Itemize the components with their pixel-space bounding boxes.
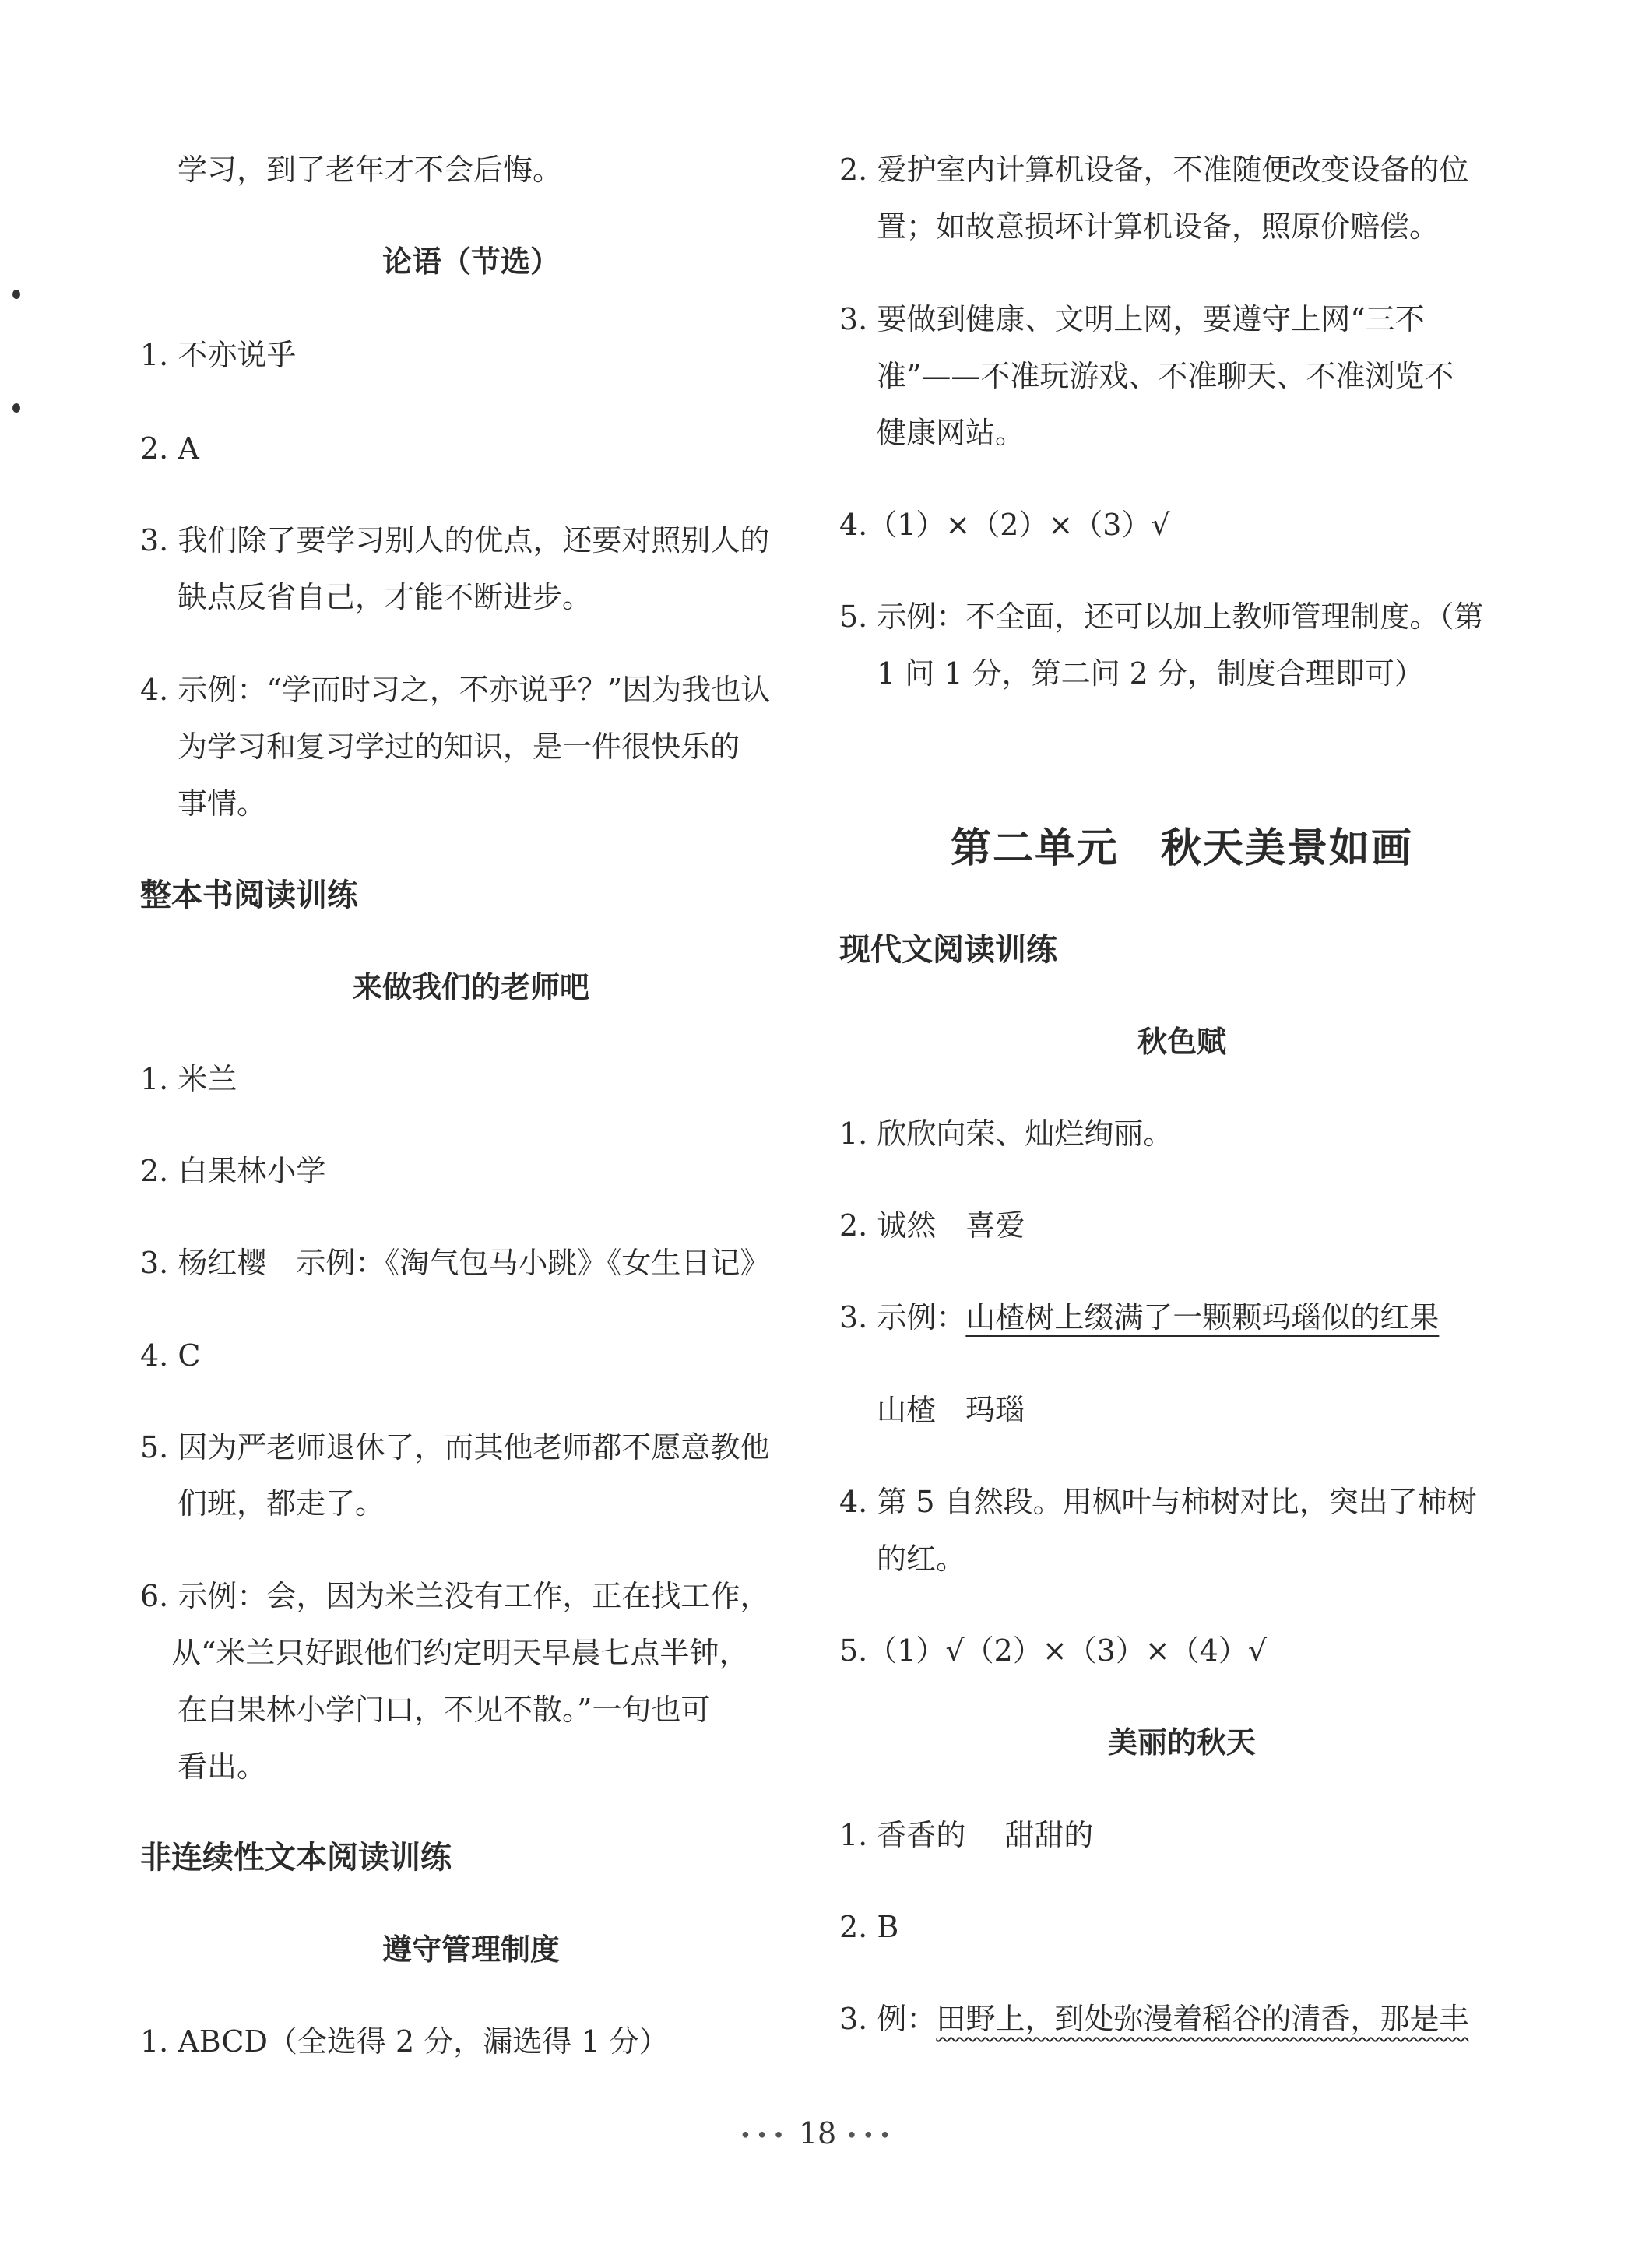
answer-item: 1. 香香的 甜甜的 bbox=[839, 1818, 1094, 1852]
beautiful-autumn-title: 美丽的秋天 bbox=[1107, 1725, 1256, 1760]
section-heading-noncontinuous: 非连续性文本阅读训练 bbox=[140, 1840, 452, 1876]
answer-item-cont: 为学习和复习学过的知识，是一件很快乐的 bbox=[178, 730, 740, 764]
answer-item: 4. 示例：“学而时习之，不亦说乎？”因为我也认 bbox=[140, 673, 771, 707]
answer-item-cont: 看出。 bbox=[178, 1749, 267, 1784]
answer-item: 4.（1）×（2）×（3）√ bbox=[839, 508, 1170, 542]
answer-item: 2. 诚然 喜爱 bbox=[839, 1208, 1025, 1243]
answer-item-cont: 缺点反省自己，才能不断进步。 bbox=[178, 580, 592, 614]
answer-item: 4. C bbox=[140, 1338, 201, 1373]
answer-item: 1. 米兰 bbox=[140, 1062, 237, 1096]
answer-item: 5. 因为严老师退休了，而其他老师都不愿意教他 bbox=[140, 1430, 770, 1465]
margin-dot bbox=[12, 403, 20, 413]
answer-item bbox=[839, 1299, 1439, 1336]
answer-item-cont: 在白果林小学门口，不见不散。”一句也可 bbox=[178, 1693, 711, 1727]
answer-item: 5. 示例：不全面，还可以加上教师管理制度。（第 bbox=[839, 600, 1484, 634]
answer-item bbox=[839, 2000, 1468, 2038]
answer-item-cont: 事情。 bbox=[178, 786, 267, 821]
answer-item: 6. 示例：会，因为米兰没有工作，正在找工作， bbox=[140, 1579, 770, 1613]
answer-item: 1. 欣欣向荣、灿烂绚丽。 bbox=[839, 1116, 1173, 1151]
continued-text: 学习，到了老年才不会后悔。 bbox=[178, 153, 563, 187]
answer-prefix: 3. 示例： bbox=[839, 1300, 966, 1334]
margin-dot bbox=[12, 290, 20, 299]
answer-item: 2. B bbox=[839, 1910, 899, 1944]
answer-item-cont: 健康网站。 bbox=[877, 416, 1025, 450]
answer-item: 2. 白果林小学 bbox=[140, 1154, 326, 1188]
answer-item: 3. 我们除了要学习别人的优点，还要对照别人的 bbox=[140, 523, 770, 557]
answer-item-cont: 置；如故意损坏计算机设备，照原价赔偿。 bbox=[877, 209, 1440, 244]
answer-item: 2. 爱护室内计算机设备，不准随便改变设备的位 bbox=[839, 153, 1469, 187]
answer-item-cont: 们班，都走了。 bbox=[178, 1486, 385, 1521]
answer-item-cont: 准”——不准玩游戏、不准聊天、不准浏览不 bbox=[877, 359, 1454, 393]
unit-title: 第二单元 秋天美景如画 bbox=[950, 825, 1413, 872]
footer-dots-left: ••• bbox=[739, 2124, 789, 2148]
footer-dots-right: ••• bbox=[846, 2124, 896, 2148]
section-heading-modern: 现代文阅读训练 bbox=[839, 932, 1057, 968]
answer-item: 3. 要做到健康、文明上网，要遵守上网“三不 bbox=[839, 302, 1425, 336]
rules-title: 遵守管理制度 bbox=[382, 1932, 560, 1967]
answer-item: 2. A bbox=[140, 431, 199, 466]
answer-item-cont: 山楂 玛瑙 bbox=[877, 1393, 1025, 1427]
answer-item: 1. ABCD（全选得 2 分，漏选得 1 分） bbox=[140, 2024, 669, 2059]
lunyu-title: 论语（节选） bbox=[382, 244, 560, 279]
page-number: 18 bbox=[798, 2116, 837, 2150]
answer-item: 3. 杨红樱 示例：《淘气包马小跳》《女生日记》 bbox=[140, 1246, 770, 1280]
answer-item-cont: 的红。 bbox=[877, 1542, 966, 1576]
book-title: 来做我们的老师吧 bbox=[352, 970, 589, 1004]
underlined-answer: 山楂树上缀满了一颗颗玛瑙似的红果 bbox=[965, 1300, 1440, 1334]
answer-item: 1. 不亦说乎 bbox=[140, 338, 297, 372]
page-footer bbox=[0, 2116, 1635, 2150]
answer-item-cont: 从“米兰只好跟他们约定明天早晨七点半钟， bbox=[171, 1636, 749, 1670]
wavy-underlined-answer: 田野上，到处弥漫着稻谷的清香，那是丰 bbox=[936, 2002, 1469, 2036]
section-heading-whole-book: 整本书阅读训练 bbox=[140, 877, 358, 913]
answer-item: 4. 第 5 自然段。用枫叶与柿树对比，突出了柿树 bbox=[839, 1485, 1477, 1519]
answer-item-cont: 1 问 1 分，第二问 2 分，制度合理即可） bbox=[877, 656, 1424, 691]
answer-prefix: 3. 例： bbox=[839, 2002, 937, 2036]
autumn-fu-title: 秋色赋 bbox=[1137, 1025, 1226, 1059]
answer-item: 5.（1）√（2）×（3）×（4）√ bbox=[839, 1633, 1268, 1668]
